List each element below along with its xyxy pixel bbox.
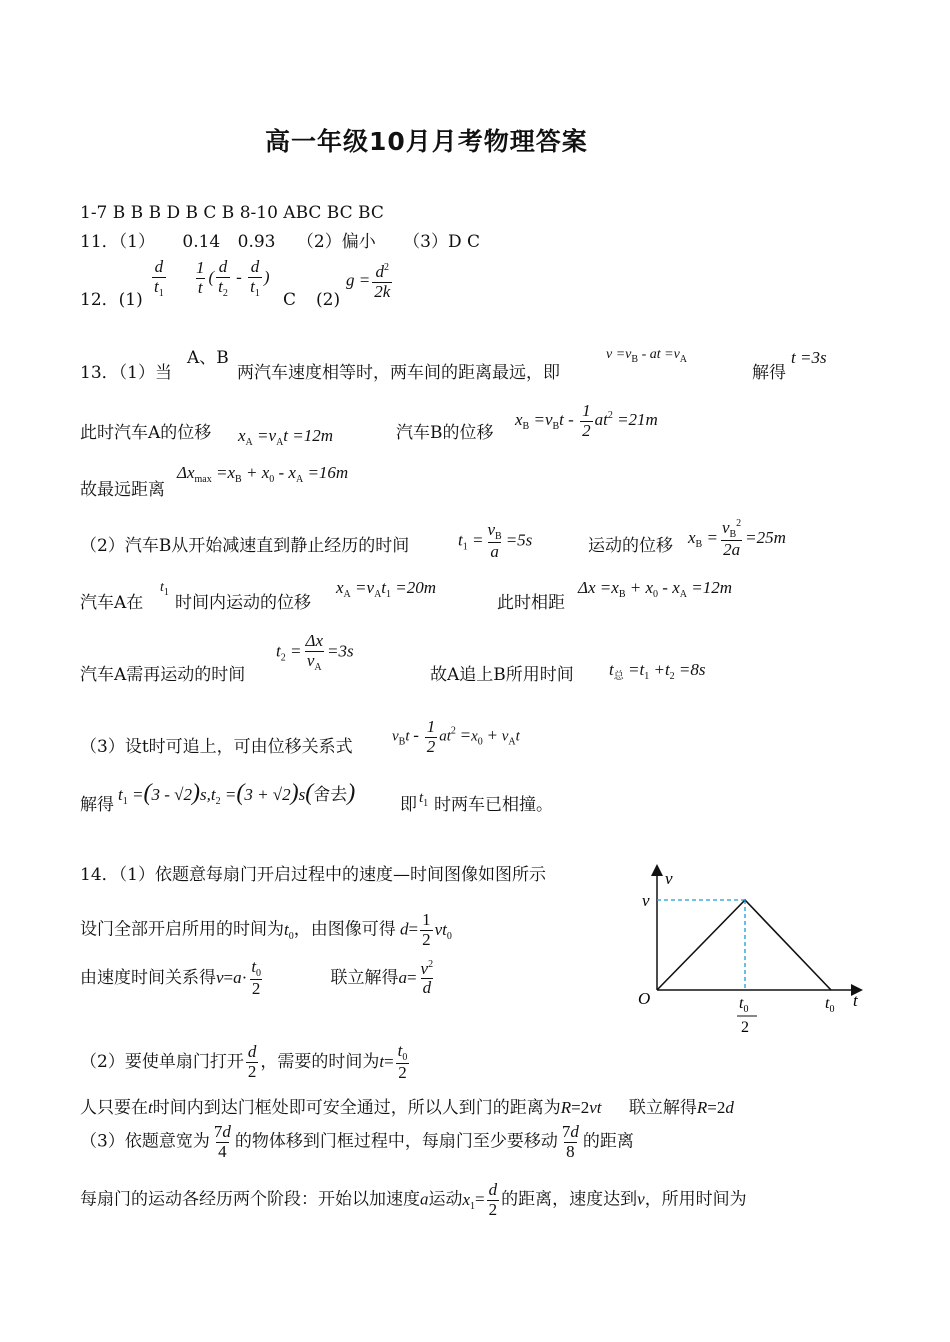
q14-line5: 人只要在t时间内到达门框处即可安全通过，所以人到门的距离为R=2vt 联立解得R=2d (80, 1098, 734, 1118)
q13-line6-a: 汽车A需再运动的时间 (80, 665, 246, 685)
q13-line4-b: 运动的位移 (588, 536, 673, 556)
q13-formula-rel: $v_Bt$ - $\frac{1}{2}$ $at^2 =x_0 + v_At$ (392, 717, 520, 756)
answer-12-formula-1: $\frac{d}{t_1}$ (154, 257, 164, 299)
q13-line6-b: 故A追上B所用时间 (430, 665, 574, 685)
q14-line2: 设门全部开启所用的时间为$t_0$，由图像可得 d= $\frac{1}{2}$ $vt_0$ (80, 910, 452, 949)
q13-formula-t: t =3s (791, 348, 827, 367)
q13-line2-a: 此时汽车A的位移 (80, 423, 212, 443)
q13-line8-b: 即 (400, 795, 417, 815)
q14-line1: 14．（1）依题意每扇门开启过程中的速度—时间图像如图所示 (80, 865, 546, 885)
q13-t1-mark-2: $t_1$ (419, 790, 429, 809)
q13-line1-a: 13．（1）当 (80, 363, 172, 383)
v-axis-label: v (665, 869, 673, 888)
q14-line4: （2）要使单扇门打开 $\frac{d}{2}$ ，需要的时间为t= $\frac{t_0}{2}$ (80, 1041, 408, 1082)
half-t0-denominator: 2 (741, 1019, 749, 1036)
answers-1-10: 1-7 B B B D B C B 8-10 ABC BC BC (80, 203, 384, 223)
q14-line6: （3）依题意宽为 $\frac{7d}{4}$ 的物体移到门框过程中，每扇门至少要移动 $\frac{7d}{8}$ 的距离 (80, 1122, 634, 1161)
q13-line2-b: 汽车B的位移 (396, 423, 494, 443)
half-t0-numerator: $t_0$ (739, 995, 749, 1015)
q13-line1-b: 两汽车速度相等时，两车间的距离最远，即 (237, 363, 560, 383)
q13-line1-c: 解得 (752, 363, 786, 383)
q13-line8-a: 解得 (80, 795, 114, 815)
answer-11: 11．（1） 0.14 0.93 （2）偏小 （3）D C (80, 232, 480, 252)
q13-formula-t2: $t_2$ = $\frac{\Delta x}{v_A}$ =3s (276, 631, 354, 673)
q13-formula-xa2: $x_A =v_At_1 =20m$ (336, 578, 437, 600)
q13-formula-dx: $\Delta x_{max} =x_B + x_0 - x_A =16m$ (177, 463, 349, 485)
q13-line3: 故最远距离 (80, 480, 165, 500)
q13-line4-a: （2）汽车B从开始减速直到静止经历的时间 (80, 536, 410, 556)
velocity-time-graph (635, 862, 875, 1042)
q13-line8-c: 时两车已相撞。 (434, 795, 553, 815)
q13-formula-ttotal: $t_总 =t_1 +t_2 =8s$ (609, 660, 706, 682)
q13-formula-xa: $x_A =v_At =12m$ (238, 426, 334, 448)
origin-label: O (638, 989, 651, 1008)
q13-formula-roots: $t_1 =(3 - √2)s,t_2 =(3 + √2)s$(舍去) (118, 780, 356, 807)
q13-t1-mark: $t_1$ (160, 580, 169, 598)
velocity-curve (657, 900, 831, 990)
t-axis-label: t (853, 991, 858, 1010)
q14-line7: 每扇门的运动各经历两个阶段：开始以加速度a运动$x_1=$ $\frac{d}{2}$ 的距离，速度达到v，所用时间为 (80, 1180, 747, 1219)
q14-line3: 由速度时间关系得v=a· $\frac{t_0}{2}$ 联立解得a= $\frac{v^2}{d}$ (80, 957, 434, 998)
q13-line5-a: 汽车A在 (80, 593, 144, 613)
answer-12-part2: (2) (316, 290, 341, 310)
q13-line5-b: 时间内运动的位移 (175, 593, 311, 613)
q13-line5-c: 此时相距 (497, 593, 565, 613)
answer-12-label: 12．(1) (80, 290, 143, 310)
page-title: 高一年级10月月考物理答案 (265, 127, 588, 156)
q13-formula-xb: $x_B =v_Bt$ - $\frac{1}{2}$ $at^2 =21m$ (515, 401, 658, 440)
answer-12-c: C (283, 290, 297, 310)
answer-12-formula-2: $\frac{1}{t}$ ( $\frac{d}{t_2}$ - $\frac{d}{t_1}$ ) (196, 257, 270, 299)
q13-formula-t1: $t_1$ = $\frac{v_B}{a}$ =5s (458, 520, 533, 561)
q13-line1-ab: A、B (187, 348, 229, 368)
t0-label: $t_0$ (825, 995, 835, 1015)
q13-formula-dx2: $\Delta x =x_B + x_0 - x_A =12m$ (578, 578, 732, 600)
v-level-label: v (642, 891, 650, 910)
answer-12-formula-g: g = $\frac{d^2}{2k}$ (346, 262, 391, 301)
q13-formula-xb2: $x_B$ = $\frac{v_B^2}{2a}$ =25m (688, 518, 786, 559)
q13-line7: （3）设t时可追上，可由位移关系式 (80, 737, 353, 757)
q13-formula-v: $v =v_B$ - at $=v_A$ (606, 347, 688, 365)
